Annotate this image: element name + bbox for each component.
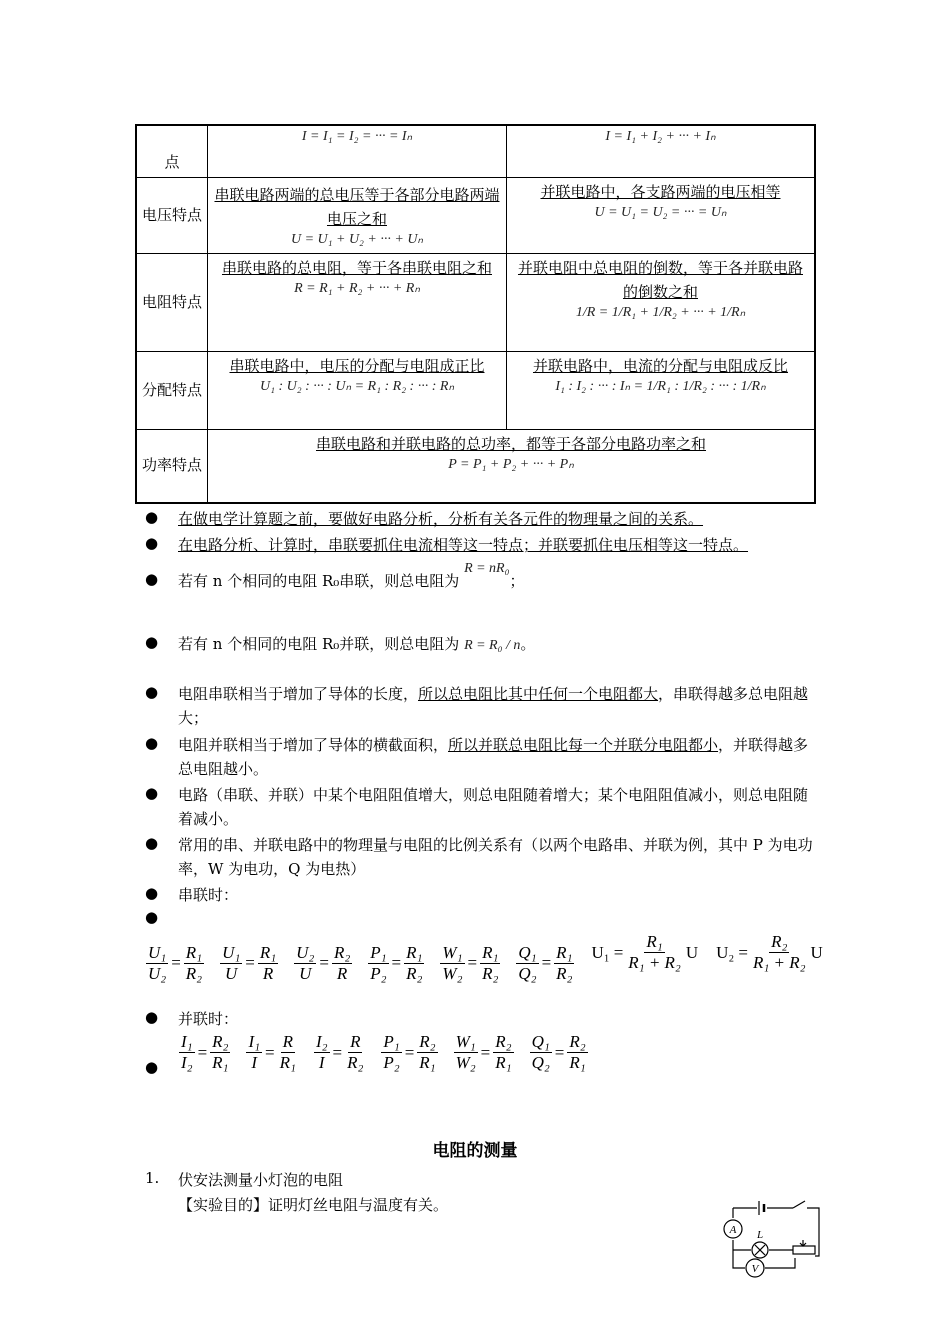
row-header: 分配特点 xyxy=(136,351,208,429)
item-text: 伏安法测量小灯泡的电阻 xyxy=(178,1171,344,1189)
fraction xyxy=(278,1032,298,1073)
experiment-purpose: 【实验目的】证明灯丝电阻与温度有关。 xyxy=(178,1196,449,1214)
parallel-cell xyxy=(507,253,816,351)
table-row xyxy=(136,253,815,351)
fraction xyxy=(417,1032,437,1073)
numerator: R₂ xyxy=(495,1032,512,1051)
ratio-formula xyxy=(380,1032,438,1073)
parallel-voltage-formula: U = U₁ = U₂ = ··· = Uₙ xyxy=(594,204,727,220)
numerator: R xyxy=(282,1032,293,1051)
bullet-icon: ● xyxy=(145,1058,159,1076)
denominator: P₂ xyxy=(383,1053,400,1072)
numerator: Q₁ xyxy=(531,1032,550,1051)
fraction xyxy=(332,943,352,984)
numerator: R₂ xyxy=(212,1032,229,1051)
numerator: W₁ xyxy=(442,942,463,962)
ratio-formula xyxy=(219,943,279,984)
denominator: R₂ xyxy=(482,963,499,983)
bullet-icon: ● xyxy=(145,683,159,701)
series-distribution-text: 串联电路中，电压的分配与电阻成正比 xyxy=(229,356,485,375)
denominator: R₁ xyxy=(212,1053,229,1072)
bullet-icon: ● xyxy=(145,1008,159,1026)
circuit-wire xyxy=(765,1258,795,1268)
denominator: U₂ xyxy=(148,963,167,983)
denominator: I₂ xyxy=(181,1053,193,1072)
fraction xyxy=(480,943,500,984)
table-row xyxy=(136,351,815,429)
ratio-formula xyxy=(245,1032,298,1073)
fraction xyxy=(530,1032,552,1073)
fraction xyxy=(626,932,683,973)
bullet-icon: ● xyxy=(145,633,159,651)
fraction xyxy=(404,943,424,984)
voltmeter-label: V xyxy=(751,1263,759,1275)
item-number: 1. xyxy=(145,1169,160,1187)
parallel-cell xyxy=(507,125,816,177)
numerator: R₁ xyxy=(646,932,663,951)
denominator: I xyxy=(251,1053,258,1072)
denominator: R₁ xyxy=(569,1053,586,1072)
bullet-text: 电路（串联、并联）中某个电阻阻值增大，则总电阻随着增大；某个电阻阻值减小，则总电阻随着减小。 xyxy=(178,786,809,828)
parallel-distribution-text: 并联电路中，电流的分配与电阻成反比 xyxy=(532,356,788,375)
table-row xyxy=(136,429,815,503)
equals-sign: = xyxy=(404,1042,415,1062)
series-cell xyxy=(208,177,507,253)
fraction xyxy=(554,943,574,984)
denominator: U xyxy=(225,963,238,983)
numerator: U₁ xyxy=(222,942,241,962)
series-resistance-formula: R = R₁ + R₂ + ··· + Rₙ xyxy=(294,280,420,296)
equals-sign: = xyxy=(245,953,255,972)
numerator: R₁ xyxy=(185,942,203,962)
parallel-resistance-text: 并联电阻中总电阻的倒数，等于各并联电路的倒数之和 xyxy=(517,258,803,301)
series-cell xyxy=(208,351,507,429)
switch-blade xyxy=(793,1201,805,1208)
ratio-formula xyxy=(178,1032,231,1073)
equals-sign: = xyxy=(319,953,329,972)
formula-lhs: U₁ xyxy=(591,942,610,962)
equals-sign: = xyxy=(332,1042,343,1062)
numerator: P₁ xyxy=(370,942,387,962)
fraction xyxy=(314,1032,330,1073)
equals-sign: = xyxy=(467,953,478,972)
denominator: R₁ + R₂ xyxy=(752,953,806,972)
numerator: R₂ xyxy=(569,1032,586,1051)
numerator: W₁ xyxy=(455,1032,476,1051)
comparison-table xyxy=(135,124,816,504)
equals-sign: = xyxy=(613,942,624,962)
denominator: R₁ + R₂ xyxy=(628,953,681,972)
denominator: R xyxy=(262,963,274,983)
parallel-cell xyxy=(507,177,816,253)
denominator: W₂ xyxy=(455,1053,476,1072)
fraction xyxy=(368,943,388,984)
ammeter-label: A xyxy=(729,1224,737,1236)
bullet-text: 若有 n 个相同的电阻 R₀串联，则总电阻为 R = nR₀； xyxy=(178,561,525,590)
series-resistance-text: 串联电路的总电阻，等于各串联电阻之和 xyxy=(221,258,492,277)
formula-tail: U xyxy=(685,942,699,962)
parallel-cell xyxy=(507,351,816,429)
ratio-formula xyxy=(293,943,353,984)
power-formula: P = P₁ + P₂ + ··· + Pₙ xyxy=(448,456,574,472)
fraction xyxy=(567,1032,587,1073)
numerator: R₁ xyxy=(259,942,277,962)
numerator: R₂ xyxy=(333,942,351,962)
parallel-total-formula: R = R₀ / n xyxy=(464,638,521,653)
fraction xyxy=(246,1032,262,1073)
fraction xyxy=(294,943,316,984)
bullet-text: 常用的串、并联电路中的物理量与电阻的比例关系有（以两个电路串、并联为例，其中 P 为电功率，W 为电功，Q 为电热） xyxy=(178,836,813,878)
ratio-formula xyxy=(313,1032,366,1073)
equals-sign: = xyxy=(541,953,552,972)
divider-formula xyxy=(714,932,825,973)
fraction xyxy=(184,943,204,984)
rheostat-icon xyxy=(793,1246,815,1254)
numerator: U₁ xyxy=(148,942,167,962)
ratio-formula xyxy=(145,943,205,984)
numerator: U₂ xyxy=(296,942,315,962)
series-voltage-formula: U = U₁ + U₂ + ··· + Uₙ xyxy=(290,231,424,247)
denominator: W₂ xyxy=(442,963,463,983)
row-header: 电压特点 xyxy=(136,177,208,253)
parallel-distribution-formula: I₁ : I₂ : ··· : Iₙ = 1/R₁ : 1/R₂ : ··· : 1/Rₙ xyxy=(555,378,766,394)
denominator: Q₂ xyxy=(531,1053,550,1072)
circuit-diagram xyxy=(715,1196,825,1288)
series-cell xyxy=(208,125,507,177)
ratio-formula xyxy=(453,1032,515,1073)
row-header: 电阻特点 xyxy=(136,253,208,351)
numerator: I₁ xyxy=(181,1032,193,1051)
numerator: R xyxy=(350,1032,361,1051)
row-header: 点 xyxy=(136,125,208,177)
bullet-icon: ● xyxy=(145,508,159,526)
bullet-text: 电阻并联相当于增加了导体的横截面积，所以并联总电阻比每一个并联分电阻都小，并联得越多总电阻越小。 xyxy=(178,736,809,778)
parallel-voltage-text: 并联电路中，各支路两端的电压相等 xyxy=(540,182,781,201)
circuit-wire xyxy=(733,1240,745,1268)
ratio-formula xyxy=(367,943,425,984)
bullet-icon: ● xyxy=(145,570,159,588)
equals-sign: = xyxy=(480,1042,491,1062)
numerator: P₁ xyxy=(383,1032,400,1051)
bullet-text: 电阻串联相当于增加了导体的长度，所以总电阻比其中任何一个电阻都大，串联得越多总电阻越大； xyxy=(178,685,809,727)
numerator: R₁ xyxy=(406,942,423,962)
denominator: R₂ xyxy=(556,963,573,983)
circuit-wire xyxy=(807,1208,819,1256)
numerator: R₁ xyxy=(482,942,499,962)
denominator: I xyxy=(318,1053,325,1072)
fraction xyxy=(179,1032,195,1073)
series-voltage-text: 串联电路两端的总电压等于各部分电路两端电压之和 xyxy=(214,185,500,228)
power-text: 串联电路和并联电路的总功率，都等于各部分电路功率之和 xyxy=(315,434,706,453)
ratio-formula xyxy=(515,943,575,984)
bullet-text: 在电路分析、计算时，串联要抓住电流相等这一特点；并联要抓住电压相等这一特点。 xyxy=(178,536,749,554)
series-distribution-formula: U₁ : U₂ : ··· : Uₙ = R₁ : R₂ : ··· : Rₙ xyxy=(259,378,455,394)
fraction xyxy=(751,932,808,973)
numerator: R₂ xyxy=(419,1032,436,1051)
denominator: P₂ xyxy=(370,963,387,983)
numerator: R₂ xyxy=(771,932,788,951)
series-total-formula: R = nR₀ xyxy=(464,561,510,576)
numerator: I₂ xyxy=(315,1032,328,1051)
section-title: 电阻的测量 xyxy=(432,1141,518,1161)
fraction xyxy=(516,943,538,984)
denominator: R₁ xyxy=(279,1053,296,1072)
fraction xyxy=(440,943,464,984)
denominator: R₁ xyxy=(419,1053,436,1072)
formula-tail: U xyxy=(810,942,823,962)
bullet-text: 在做电学计算题之前，要做好电路分析，分析有关各元件的物理量之间的关系。 xyxy=(178,510,704,528)
bullet-icon: ● xyxy=(145,834,159,852)
fraction xyxy=(345,1032,365,1073)
equals-sign: = xyxy=(171,953,181,972)
bullet-icon: ● xyxy=(145,784,159,802)
bullet-icon: ● xyxy=(145,908,159,926)
numerator: Q₁ xyxy=(518,942,537,962)
numerator: I₁ xyxy=(248,1032,261,1051)
bullet-icon: ● xyxy=(145,534,159,552)
fraction xyxy=(381,1032,401,1073)
denominator: R₂ xyxy=(185,963,203,983)
fraction xyxy=(210,1032,230,1073)
equals-sign: = xyxy=(197,1042,208,1062)
bullet-icon: ● xyxy=(145,884,159,902)
parallel-current-formula: I = I₁ + I₂ + ··· + Iₙ xyxy=(605,129,716,144)
table-row xyxy=(136,177,815,253)
row-header: 功率特点 xyxy=(136,429,208,503)
parallel-resistance-formula: 1/R = 1/R₁ + 1/R₂ + ··· + 1/Rₙ xyxy=(575,304,746,320)
fraction xyxy=(493,1032,513,1073)
denominator: R xyxy=(336,963,348,983)
equals-sign: = xyxy=(265,1042,275,1062)
denominator: R₂ xyxy=(406,963,423,983)
rheostat-slider xyxy=(800,1240,806,1246)
table-row xyxy=(136,125,815,177)
equals-sign: = xyxy=(391,953,402,972)
series-cell xyxy=(208,253,507,351)
lamp-label: L xyxy=(756,1229,764,1241)
bullet-text: 串联时： xyxy=(178,886,239,904)
series-ratio-formulas xyxy=(145,932,845,984)
bullet-icon: ● xyxy=(145,734,159,752)
numerator: R₁ xyxy=(556,942,573,962)
fraction xyxy=(258,943,278,984)
divider-formula xyxy=(589,932,700,973)
fraction xyxy=(454,1032,478,1073)
merged-cell xyxy=(208,429,816,503)
parallel-ratio-formulas xyxy=(178,1032,818,1073)
ratio-formula xyxy=(439,943,501,984)
fraction xyxy=(146,943,168,984)
bullet-text: 若有 n 个相同的电阻 R₀并联，则总电阻为 R = R₀ / n。 xyxy=(178,635,536,653)
denominator: R₁ xyxy=(495,1053,512,1072)
denominator: U xyxy=(299,963,312,983)
equals-sign: = xyxy=(554,1042,565,1062)
formula-lhs: U₂ xyxy=(716,942,735,962)
series-current-formula: I = I₁ = I₂ = ··· = Iₙ xyxy=(301,129,413,144)
denominator: R₂ xyxy=(347,1053,364,1072)
equals-sign: = xyxy=(738,942,748,962)
ratio-formula xyxy=(529,1032,589,1073)
fraction xyxy=(220,943,242,984)
bullet-text: 并联时： xyxy=(178,1010,239,1028)
denominator: Q₂ xyxy=(518,963,537,983)
